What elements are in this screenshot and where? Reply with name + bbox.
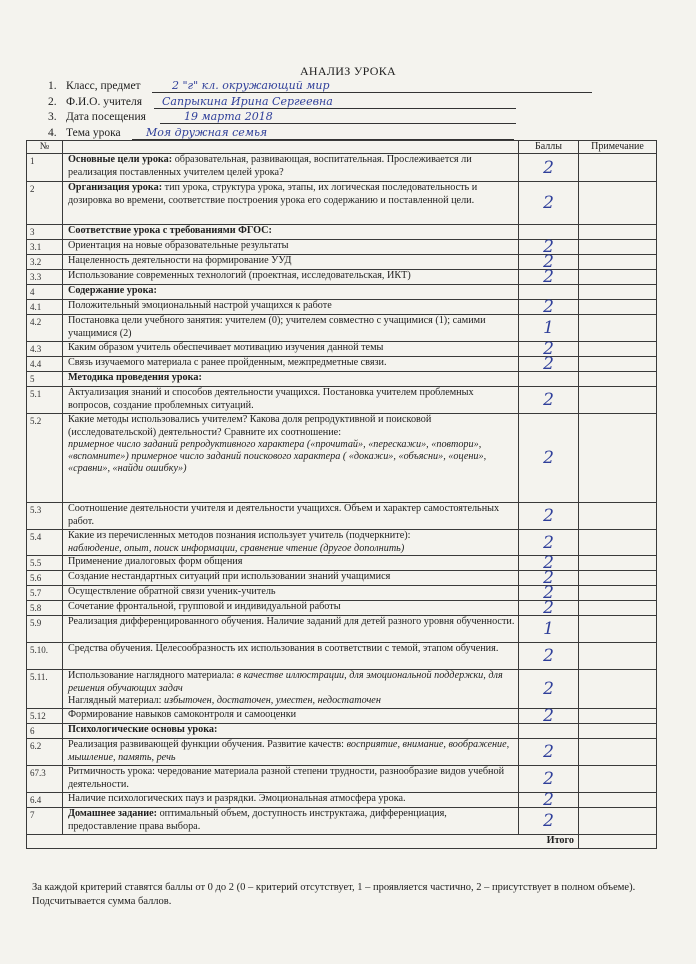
criterion-text xyxy=(63,586,519,601)
info-label: Класс, предмет xyxy=(66,80,141,92)
table-row xyxy=(27,372,657,387)
info-value-teacher: Сапрыкина Ирина Сергеевна xyxy=(162,94,333,108)
criterion-body: Сочетание фронтальной, групповой и индивидуальной работы xyxy=(68,601,341,613)
header-note: Примечание xyxy=(579,141,657,154)
table-row xyxy=(27,300,657,315)
criterion-heading: Организация урока: xyxy=(68,182,163,194)
lesson-info-list xyxy=(34,80,594,142)
score-cell: 2 xyxy=(519,270,579,285)
criterion-text xyxy=(63,315,519,342)
criterion-body: Создание нестандартных ситуаций при использовании знаний учащимися xyxy=(68,571,391,583)
row-number: 3.2 xyxy=(27,255,63,270)
row-number: 6.2 xyxy=(27,739,63,766)
row-number: 4.4 xyxy=(27,357,63,372)
row-number: 5.5 xyxy=(27,556,63,571)
table-row xyxy=(27,643,657,670)
row-number: 6.4 xyxy=(27,793,63,808)
criterion-body: Соотношение деятельности учителя и деятельности учащихся. Объем и характер самостоятельных работ. xyxy=(68,503,500,527)
criterion-body: Наглядный материал: xyxy=(68,694,165,706)
row-number: 4 xyxy=(27,285,63,300)
note-cell xyxy=(579,503,657,530)
row-number: 5.7 xyxy=(27,586,63,601)
criterion-text xyxy=(63,154,519,182)
table-row xyxy=(27,530,657,556)
score-cell: 2 xyxy=(519,670,579,709)
score-cell: 2 xyxy=(519,601,579,616)
criterion-body: Реализация развивающей функции обучения. Развитие качеств: xyxy=(68,739,347,751)
evaluation-table xyxy=(26,140,657,849)
table-row xyxy=(27,315,657,342)
note-cell xyxy=(579,154,657,182)
criterion-body: Связь изучаемого материала с ранее пройденным, межпредметные связи. xyxy=(68,357,387,369)
score-cell: 2 xyxy=(519,586,579,601)
note-cell xyxy=(579,342,657,357)
score-cell: 2 xyxy=(519,556,579,571)
score-cell: 2 xyxy=(519,387,579,414)
info-value-date: 19 марта 2018 xyxy=(184,110,273,123)
table-row xyxy=(27,766,657,793)
info-value-topic: Моя дружная семья xyxy=(146,125,268,139)
scoring-note: За каждой критерий ставятся баллы от 0 до 2 (0 – критерий отсутствует, 1 – проявляется частично, 2 – присутствует в полном объеме). Подсчитывается сумма баллов. xyxy=(32,882,636,907)
score-cell: 2 xyxy=(519,643,579,670)
table-row xyxy=(27,503,657,530)
criterion-body: Использование современных технологий (проектная, исследовательская, ИКТ) xyxy=(68,270,411,282)
criterion-text xyxy=(63,300,519,315)
criterion-text xyxy=(63,285,519,300)
criterion-body: Ритмичность урока: чередование материала разной степени трудности, разнообразие видов учебной деятельности. xyxy=(68,766,505,790)
info-value-class: 2 "г" кл. окружающий мир xyxy=(172,79,330,92)
note-cell xyxy=(579,808,657,835)
criterion-text xyxy=(63,808,519,835)
score-cell: 2 xyxy=(519,414,579,503)
table-row xyxy=(27,414,657,503)
row-number: 5 xyxy=(27,372,63,387)
note-cell xyxy=(579,724,657,739)
criterion-text xyxy=(63,255,519,270)
criterion-heading: Основные цели урока: xyxy=(68,154,173,166)
total-label: Итого xyxy=(27,835,579,849)
criterion-body: Постановка цели учебного занятия: учителем (0); учителем совместно с учащимися (1); самими учащимися (2) xyxy=(68,315,486,339)
info-number: 1. xyxy=(48,80,57,92)
row-number: 5.10. xyxy=(27,643,63,670)
criterion-text xyxy=(63,240,519,255)
underline xyxy=(152,92,592,93)
score-cell: 2 xyxy=(519,342,579,357)
note-cell xyxy=(579,372,657,387)
note-cell xyxy=(579,586,657,601)
score-cell: 2 xyxy=(519,182,579,225)
criterion-italic-text: наблюдение, опыт, поиск информации, сравнение чтение (другое дополнить) xyxy=(68,542,405,554)
score-cell: 2 xyxy=(519,571,579,586)
score-cell: 2 xyxy=(519,154,579,182)
criterion-text xyxy=(63,530,519,556)
score-cell: 2 xyxy=(519,240,579,255)
criterion-body: Формирование навыков самоконтроля и самооценки xyxy=(68,709,297,721)
criterion-body: Каким образом учитель обеспечивает мотивацию изучения данной темы xyxy=(68,342,384,354)
criterion-text xyxy=(63,556,519,571)
row-number: 67.3 xyxy=(27,766,63,793)
table-row xyxy=(27,616,657,643)
table-row xyxy=(27,255,657,270)
table-row xyxy=(27,586,657,601)
note-cell xyxy=(579,240,657,255)
table-row xyxy=(27,342,657,357)
score-cell: 1 xyxy=(519,315,579,342)
page-title: АНАЛИЗ УРОКА xyxy=(299,64,397,78)
criterion-body: Актуализация знаний и способов деятельности учащихся. Постановка учителем проблемных вопросов, создание проблемных ситуаций. xyxy=(68,387,474,411)
header-score: Баллы xyxy=(519,141,579,154)
criterion-italic-text: в качестве иллюстрации, для эмоциональной поддержки, для решения обучающих задач xyxy=(68,670,503,694)
row-number: 4.1 xyxy=(27,300,63,315)
criterion-italic-text: примерное число заданий репродуктивного характера («прочитай», «перескажи», «повтори», «вспомните») примерное число заданий поискового характера ( «докажи», «объясни», «оцени», «сравни», «найди ошибку») xyxy=(68,438,487,475)
criterion-heading: Соответствие урока с требованиями ФГОС: xyxy=(68,225,272,237)
row-number: 5.6 xyxy=(27,571,63,586)
note-cell xyxy=(579,414,657,503)
criterion-heading: Домашнее задание: xyxy=(68,808,158,820)
header-number: № xyxy=(27,141,63,154)
score-cell: 2 xyxy=(519,503,579,530)
table-row xyxy=(27,357,657,372)
note-cell xyxy=(579,643,657,670)
row-number: 1 xyxy=(27,154,63,182)
info-label: Тема урока xyxy=(66,126,121,139)
table-row xyxy=(27,240,657,255)
score-cell xyxy=(519,724,579,739)
criterion-body: Какие методы использовались учителем? Какова доля репродуктивной и поисковой (исследовательской) деятельности? Сравните их соотношение: xyxy=(68,414,432,438)
total-value-cell xyxy=(579,835,657,849)
row-number: 5.9 xyxy=(27,616,63,643)
row-number: 5.3 xyxy=(27,503,63,530)
row-number: 5.1 xyxy=(27,387,63,414)
criterion-body: Нацеленность деятельности на формирование УУД xyxy=(68,255,292,267)
row-number: 3.1 xyxy=(27,240,63,255)
score-cell: 2 xyxy=(519,255,579,270)
table-row xyxy=(27,724,657,739)
row-number: 3.3 xyxy=(27,270,63,285)
table-header-row xyxy=(27,141,657,154)
row-number: 6 xyxy=(27,724,63,739)
criterion-heading: Содержание урока: xyxy=(68,285,157,297)
table-row xyxy=(27,601,657,616)
table-row xyxy=(27,793,657,808)
note-cell xyxy=(579,709,657,724)
note-cell xyxy=(579,225,657,240)
score-cell: 1 xyxy=(519,616,579,643)
criterion-text xyxy=(63,270,519,285)
criterion-body: Какие из перечисленных методов познания использует учитель (подчеркните): xyxy=(68,530,411,542)
row-number: 5.12 xyxy=(27,709,63,724)
score-cell: 2 xyxy=(519,793,579,808)
criterion-text xyxy=(63,616,519,643)
table-row xyxy=(27,739,657,766)
row-number: 2 xyxy=(27,182,63,225)
note-cell xyxy=(579,616,657,643)
criterion-body: оптимальный объем, доступность инструктажа, дифференциация, предоставление права выбора. xyxy=(68,808,447,832)
criterion-text xyxy=(63,724,519,739)
table-row xyxy=(27,670,657,709)
criterion-text xyxy=(63,793,519,808)
criterion-text xyxy=(63,766,519,793)
criterion-body: Реализация дифференцированного обучения. Наличие заданий для детей разного уровня обученности. xyxy=(68,616,515,628)
table-row xyxy=(27,808,657,835)
criterion-body: Наличие психологических пауз и разрядки. Эмоциональная атмосфера урока. xyxy=(68,793,406,805)
row-number: 4.3 xyxy=(27,342,63,357)
score-cell: 2 xyxy=(519,530,579,556)
note-cell xyxy=(579,556,657,571)
criterion-body: Использование наглядного материала: xyxy=(68,670,237,682)
note-cell xyxy=(579,571,657,586)
score-cell: 2 xyxy=(519,739,579,766)
note-cell xyxy=(579,670,657,709)
info-number: 2. xyxy=(48,95,57,108)
note-cell xyxy=(579,601,657,616)
table-row xyxy=(27,387,657,414)
note-cell xyxy=(579,315,657,342)
criterion-heading: Психологические основы урока: xyxy=(68,724,218,736)
underline xyxy=(160,123,516,124)
criterion-body: Средства обучения. Целесообразность их использования в соответствии с темой, этапом обучения. xyxy=(68,643,499,655)
info-label: Ф.И.О. учителя xyxy=(66,95,143,108)
info-row-teacher xyxy=(34,96,594,112)
criterion-text xyxy=(63,601,519,616)
criterion-text xyxy=(63,342,519,357)
total-row xyxy=(27,835,657,849)
table-row xyxy=(27,270,657,285)
criterion-italic-text: избыточен, достаточен, уместен, недостаточен xyxy=(164,694,381,706)
score-cell: 2 xyxy=(519,357,579,372)
criterion-text xyxy=(63,670,519,709)
info-row-date xyxy=(34,111,594,127)
note-cell xyxy=(579,387,657,414)
table-row xyxy=(27,571,657,586)
criterion-text xyxy=(63,182,519,225)
row-number: 5.11. xyxy=(27,670,63,709)
note-cell xyxy=(579,182,657,225)
row-number: 5.4 xyxy=(27,530,63,556)
row-number: 3 xyxy=(27,225,63,240)
criterion-body: тип урока, структура урока, этапы, их логическая последовательность и дозировка во времени, соответствие построения урока его содержанию и поставленной цели. xyxy=(68,182,478,206)
score-cell xyxy=(519,372,579,387)
table-row xyxy=(27,182,657,225)
note-cell xyxy=(579,300,657,315)
row-number: 5.8 xyxy=(27,601,63,616)
table-row xyxy=(27,709,657,724)
criterion-text xyxy=(63,571,519,586)
criterion-body: Применение диалоговых форм общения xyxy=(68,556,243,568)
note-cell xyxy=(579,793,657,808)
row-number: 4.2 xyxy=(27,315,63,342)
score-cell: 2 xyxy=(519,808,579,835)
criterion-text xyxy=(63,503,519,530)
criterion-heading: Методика проведения урока: xyxy=(68,372,202,384)
note-cell xyxy=(579,270,657,285)
note-cell xyxy=(579,766,657,793)
criterion-text xyxy=(63,643,519,670)
note-cell xyxy=(579,255,657,270)
criterion-italic-text: восприятие, внимание, воображение, мышление, память, речь xyxy=(68,739,510,763)
criterion-body: Ориентация на новые образовательные результаты xyxy=(68,240,289,252)
header-content xyxy=(63,141,519,154)
criterion-text xyxy=(63,225,519,240)
row-number: 7 xyxy=(27,808,63,835)
info-number: 4. xyxy=(48,126,57,139)
info-number: 3. xyxy=(48,111,57,123)
score-cell: 2 xyxy=(519,766,579,793)
note-cell xyxy=(579,739,657,766)
underline xyxy=(154,108,516,109)
row-number: 5.2 xyxy=(27,414,63,503)
score-cell: 2 xyxy=(519,709,579,724)
info-row-class xyxy=(34,80,594,96)
criterion-text xyxy=(63,357,519,372)
table-row xyxy=(27,225,657,240)
criterion-body: Осуществление обратной связи ученик-учитель xyxy=(68,586,276,598)
table-row xyxy=(27,556,657,571)
criterion-text xyxy=(63,372,519,387)
criterion-text xyxy=(63,387,519,414)
note-cell xyxy=(579,285,657,300)
criterion-text xyxy=(63,739,519,766)
note-cell xyxy=(579,357,657,372)
criterion-text xyxy=(63,709,519,724)
criterion-body: образовательная, развивающая, воспитательная. Прослеживается ли реализация поставленных учителем целей урока? xyxy=(68,154,472,178)
info-label: Дата посещения xyxy=(66,111,146,123)
criterion-body: Положительный эмоциональный настрой учащихся к работе xyxy=(68,300,332,312)
table-row xyxy=(27,285,657,300)
note-cell xyxy=(579,530,657,556)
score-cell: 2 xyxy=(519,300,579,315)
criterion-text xyxy=(63,414,519,503)
table-row xyxy=(27,154,657,182)
